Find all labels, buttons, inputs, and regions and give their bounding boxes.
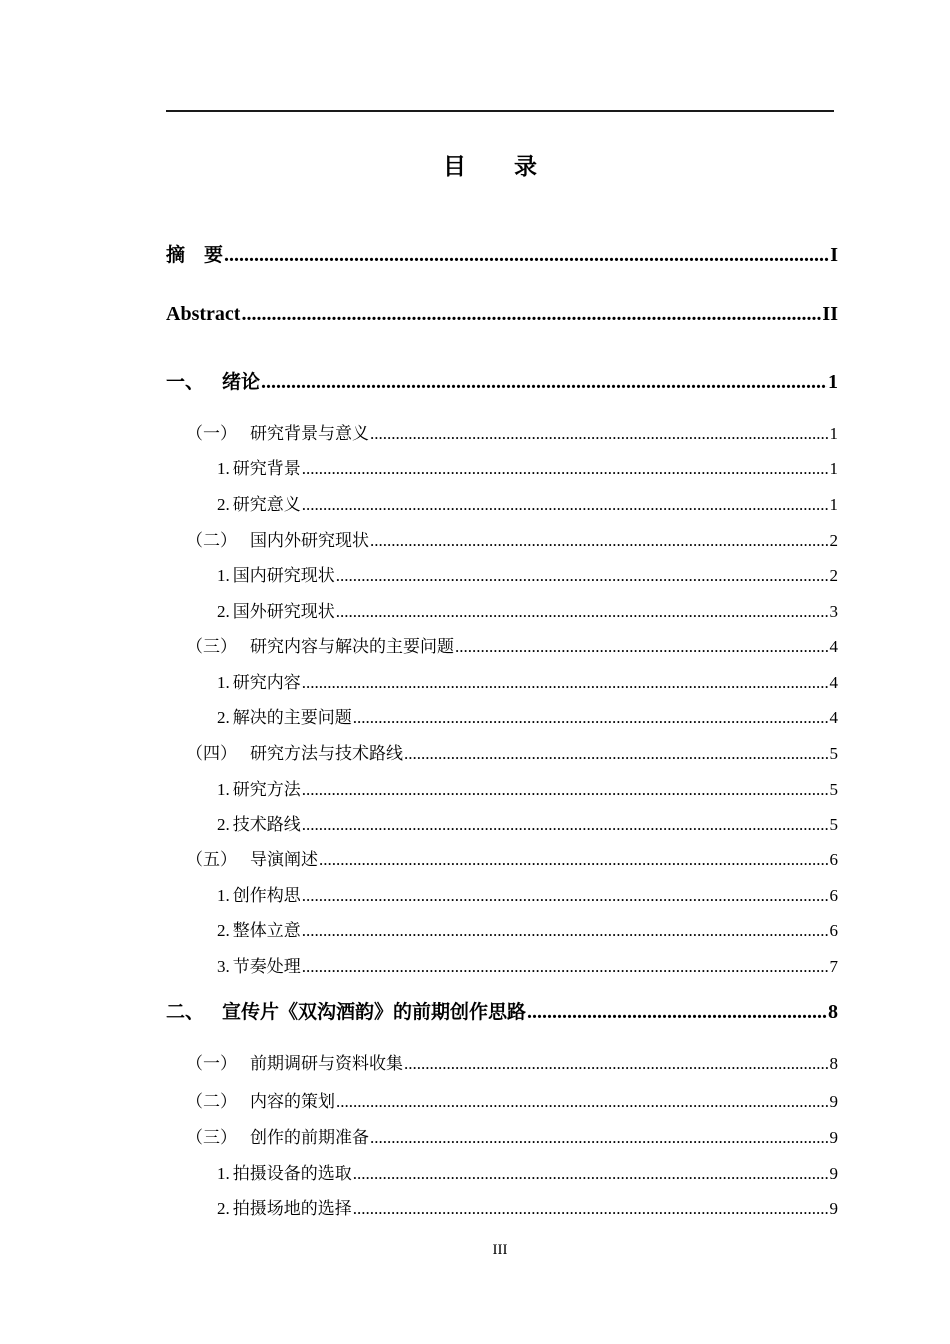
toc-entry-label: [217, 810, 301, 835]
toc-entry-label: [217, 597, 335, 622]
toc-entry-label: [217, 668, 301, 693]
toc-entry-page: 6: [829, 886, 838, 905]
dot-leader: [455, 637, 829, 657]
toc-entry-page: 3: [829, 602, 838, 621]
toc-entry-label: [217, 454, 301, 479]
dot-leader: [302, 921, 829, 941]
toc-entry-number: 2.: [217, 921, 230, 940]
toc-entry-number: 2.: [217, 1199, 230, 1218]
toc-entry[interactable]: [186, 739, 838, 764]
dot-leader: [353, 1199, 829, 1219]
dot-leader: [404, 1054, 829, 1074]
toc-entry[interactable]: [186, 1049, 838, 1074]
dot-leader: [241, 303, 821, 326]
toc-entry-text: 技术路线: [232, 815, 301, 834]
header-rule: [166, 110, 834, 112]
toc-entry-text: 拍摄设备的选取: [232, 1164, 352, 1183]
page-number-footer: III: [492, 1242, 508, 1258]
dot-leader: [302, 780, 829, 800]
toc-entry-text: 创作的前期准备: [250, 1128, 369, 1147]
toc-entry-label: [217, 881, 301, 906]
toc-entry-number: （二）: [186, 531, 237, 550]
toc-entry-page: 6: [829, 850, 838, 869]
toc-entry-number: （四）: [186, 744, 237, 763]
toc-entry-number: 1.: [217, 1164, 230, 1183]
dot-leader: [261, 371, 827, 394]
toc-entry-number: 3.: [217, 957, 230, 976]
toc-entry-number: （二）: [186, 1092, 237, 1111]
toc-entry-label: [217, 1194, 352, 1219]
toc-entry-number: 二、: [166, 1001, 205, 1023]
toc-entry[interactable]: [166, 367, 838, 394]
toc-entry[interactable]: [217, 810, 838, 835]
toc-entry-text: 节奏处理: [232, 957, 301, 976]
toc-entry-label: [217, 1159, 352, 1184]
toc-entry-text: 国内研究现状: [232, 566, 335, 585]
toc-entry-text: 宣传片《双沟酒韵》的前期创作思路: [222, 1001, 527, 1023]
toc-entry-text: 前期调研与资料收集: [250, 1054, 403, 1073]
toc-entry-label: [217, 490, 301, 515]
toc-entry[interactable]: [217, 703, 838, 728]
toc-entry-number: 1.: [217, 673, 230, 692]
toc-entry-page: 9: [829, 1199, 838, 1218]
dot-leader: [319, 850, 829, 870]
dot-leader: [302, 495, 829, 515]
dot-leader: [353, 708, 829, 728]
dot-leader: [404, 744, 829, 764]
toc-entry[interactable]: [186, 419, 838, 444]
toc-entry[interactable]: [186, 1123, 838, 1148]
toc-entry-number: 1.: [217, 780, 230, 799]
toc-entry-text: 研究方法: [232, 780, 301, 799]
toc-entry-number: 1.: [217, 459, 230, 478]
toc-entry-text: 研究方法与技术路线: [250, 744, 403, 763]
toc-entry-label: [186, 419, 369, 444]
toc-entry-number: 2.: [217, 815, 230, 834]
toc-entry-text: 整体立意: [232, 921, 301, 940]
toc-entry-number: （一）: [186, 1054, 237, 1073]
toc-entry-label: [186, 739, 403, 764]
toc-entry-text: 研究背景与意义: [250, 424, 369, 443]
toc-entry-number: 2.: [217, 708, 230, 727]
toc-entry-label: [217, 775, 301, 800]
toc-entry-text: 摘 要: [166, 244, 224, 266]
toc-entry-label: [186, 1049, 403, 1074]
toc-entry-label: [166, 367, 260, 394]
toc-entry-number: （三）: [186, 1128, 237, 1147]
dot-leader: [336, 566, 829, 586]
toc-entry[interactable]: [186, 632, 838, 657]
toc-entry[interactable]: [217, 952, 838, 977]
toc-entry-text: 国内外研究现状: [250, 531, 369, 550]
toc-entry[interactable]: [217, 454, 838, 479]
dot-leader: [336, 1092, 829, 1112]
toc-entry-page: 1: [828, 371, 838, 393]
dot-leader: [302, 957, 829, 977]
toc-entry[interactable]: [217, 1194, 838, 1219]
dot-leader: [336, 602, 829, 622]
toc-entry[interactable]: [217, 597, 838, 622]
dot-leader: [527, 1001, 827, 1024]
toc-entry[interactable]: [217, 490, 838, 515]
dot-leader: [302, 886, 829, 906]
toc-entry-page: 4: [829, 708, 838, 727]
toc-entry[interactable]: [166, 240, 838, 267]
toc-entry[interactable]: [217, 775, 838, 800]
toc-entry-page: 6: [829, 921, 838, 940]
toc-entry-label: [166, 303, 240, 326]
toc-entry-text: 研究背景: [232, 459, 301, 478]
toc-entry-page: 8: [829, 1054, 838, 1073]
toc-entry-text: 解决的主要问题: [232, 708, 352, 727]
page-title: 目 录: [442, 154, 557, 180]
toc-entry-page: 4: [829, 637, 838, 656]
toc-entry-number: 一、: [166, 371, 205, 393]
toc-entry-page: 8: [828, 1001, 838, 1023]
toc-entry-number: 2.: [217, 602, 230, 621]
toc-entry-label: [217, 561, 335, 586]
toc-entry-page: 9: [829, 1128, 838, 1147]
toc-entry-text: 研究意义: [232, 495, 301, 514]
toc-entry-page: 5: [829, 744, 838, 763]
toc-entry-label: [217, 703, 352, 728]
dot-leader: [370, 424, 829, 444]
toc-entry-page: 2: [829, 531, 838, 550]
toc-entry-text: 绪论: [222, 371, 261, 393]
toc-entry[interactable]: [186, 526, 838, 551]
toc-entry-label: [217, 916, 301, 941]
toc-entry[interactable]: [186, 1087, 838, 1112]
toc-entry-text: 导演阐述: [250, 850, 318, 869]
toc-entry-label: [186, 1087, 335, 1112]
toc-entry-number: 1.: [217, 566, 230, 585]
toc-entry[interactable]: [217, 668, 838, 693]
toc-entry-label: [217, 952, 301, 977]
toc-entry-page: 4: [829, 673, 838, 692]
dot-leader: [302, 673, 829, 693]
toc-entry[interactable]: [166, 997, 838, 1024]
toc-entry-label: [166, 240, 223, 267]
toc-entry-text: 内容的策划: [250, 1092, 335, 1111]
toc-entry[interactable]: [166, 303, 838, 326]
toc-entry-page: 1: [829, 424, 838, 443]
toc-entry-page: 5: [829, 815, 838, 834]
toc-entry-number: 1.: [217, 886, 230, 905]
toc-entry-label: [186, 845, 318, 870]
toc-entry-text: 研究内容: [232, 673, 301, 692]
toc-entry[interactable]: [217, 916, 838, 941]
toc-entry-text: 拍摄场地的选择: [232, 1199, 352, 1218]
toc-entry-page: 5: [829, 780, 838, 799]
toc-entry-page: 2: [829, 566, 838, 585]
toc-entry-number: 2.: [217, 495, 230, 514]
toc-entry-text: 国外研究现状: [232, 602, 335, 621]
toc-entry-label: [186, 632, 454, 657]
toc-entry-number: （五）: [186, 850, 237, 869]
dot-leader: [224, 244, 829, 267]
toc-entry-page: 9: [829, 1092, 838, 1111]
dot-leader: [302, 459, 829, 479]
toc-entry-page: II: [822, 303, 838, 325]
toc-entry[interactable]: [217, 881, 838, 906]
toc-entry-page: I: [830, 244, 838, 266]
toc-entry-page: 1: [829, 495, 838, 514]
toc-entry-label: [186, 526, 369, 551]
toc-entry-number: （一）: [186, 424, 237, 443]
dot-leader: [302, 815, 829, 835]
toc-entry[interactable]: [217, 561, 838, 586]
dot-leader: [370, 531, 829, 551]
toc-entry-text: 研究内容与解决的主要问题: [250, 637, 454, 656]
dot-leader: [370, 1128, 829, 1148]
toc-entry-label: [186, 1123, 369, 1148]
toc-entry-page: 7: [829, 957, 838, 976]
toc-entry-page: 1: [829, 459, 838, 478]
dot-leader: [353, 1164, 829, 1184]
toc-entry-label: [166, 997, 526, 1024]
toc-entry[interactable]: [186, 845, 838, 870]
toc-entry[interactable]: [217, 1159, 838, 1184]
toc-entry-page: 9: [829, 1164, 838, 1183]
toc-entry-text: Abstract: [166, 303, 241, 325]
toc-entry-number: （三）: [186, 637, 237, 656]
toc-entry-text: 创作构思: [232, 886, 301, 905]
